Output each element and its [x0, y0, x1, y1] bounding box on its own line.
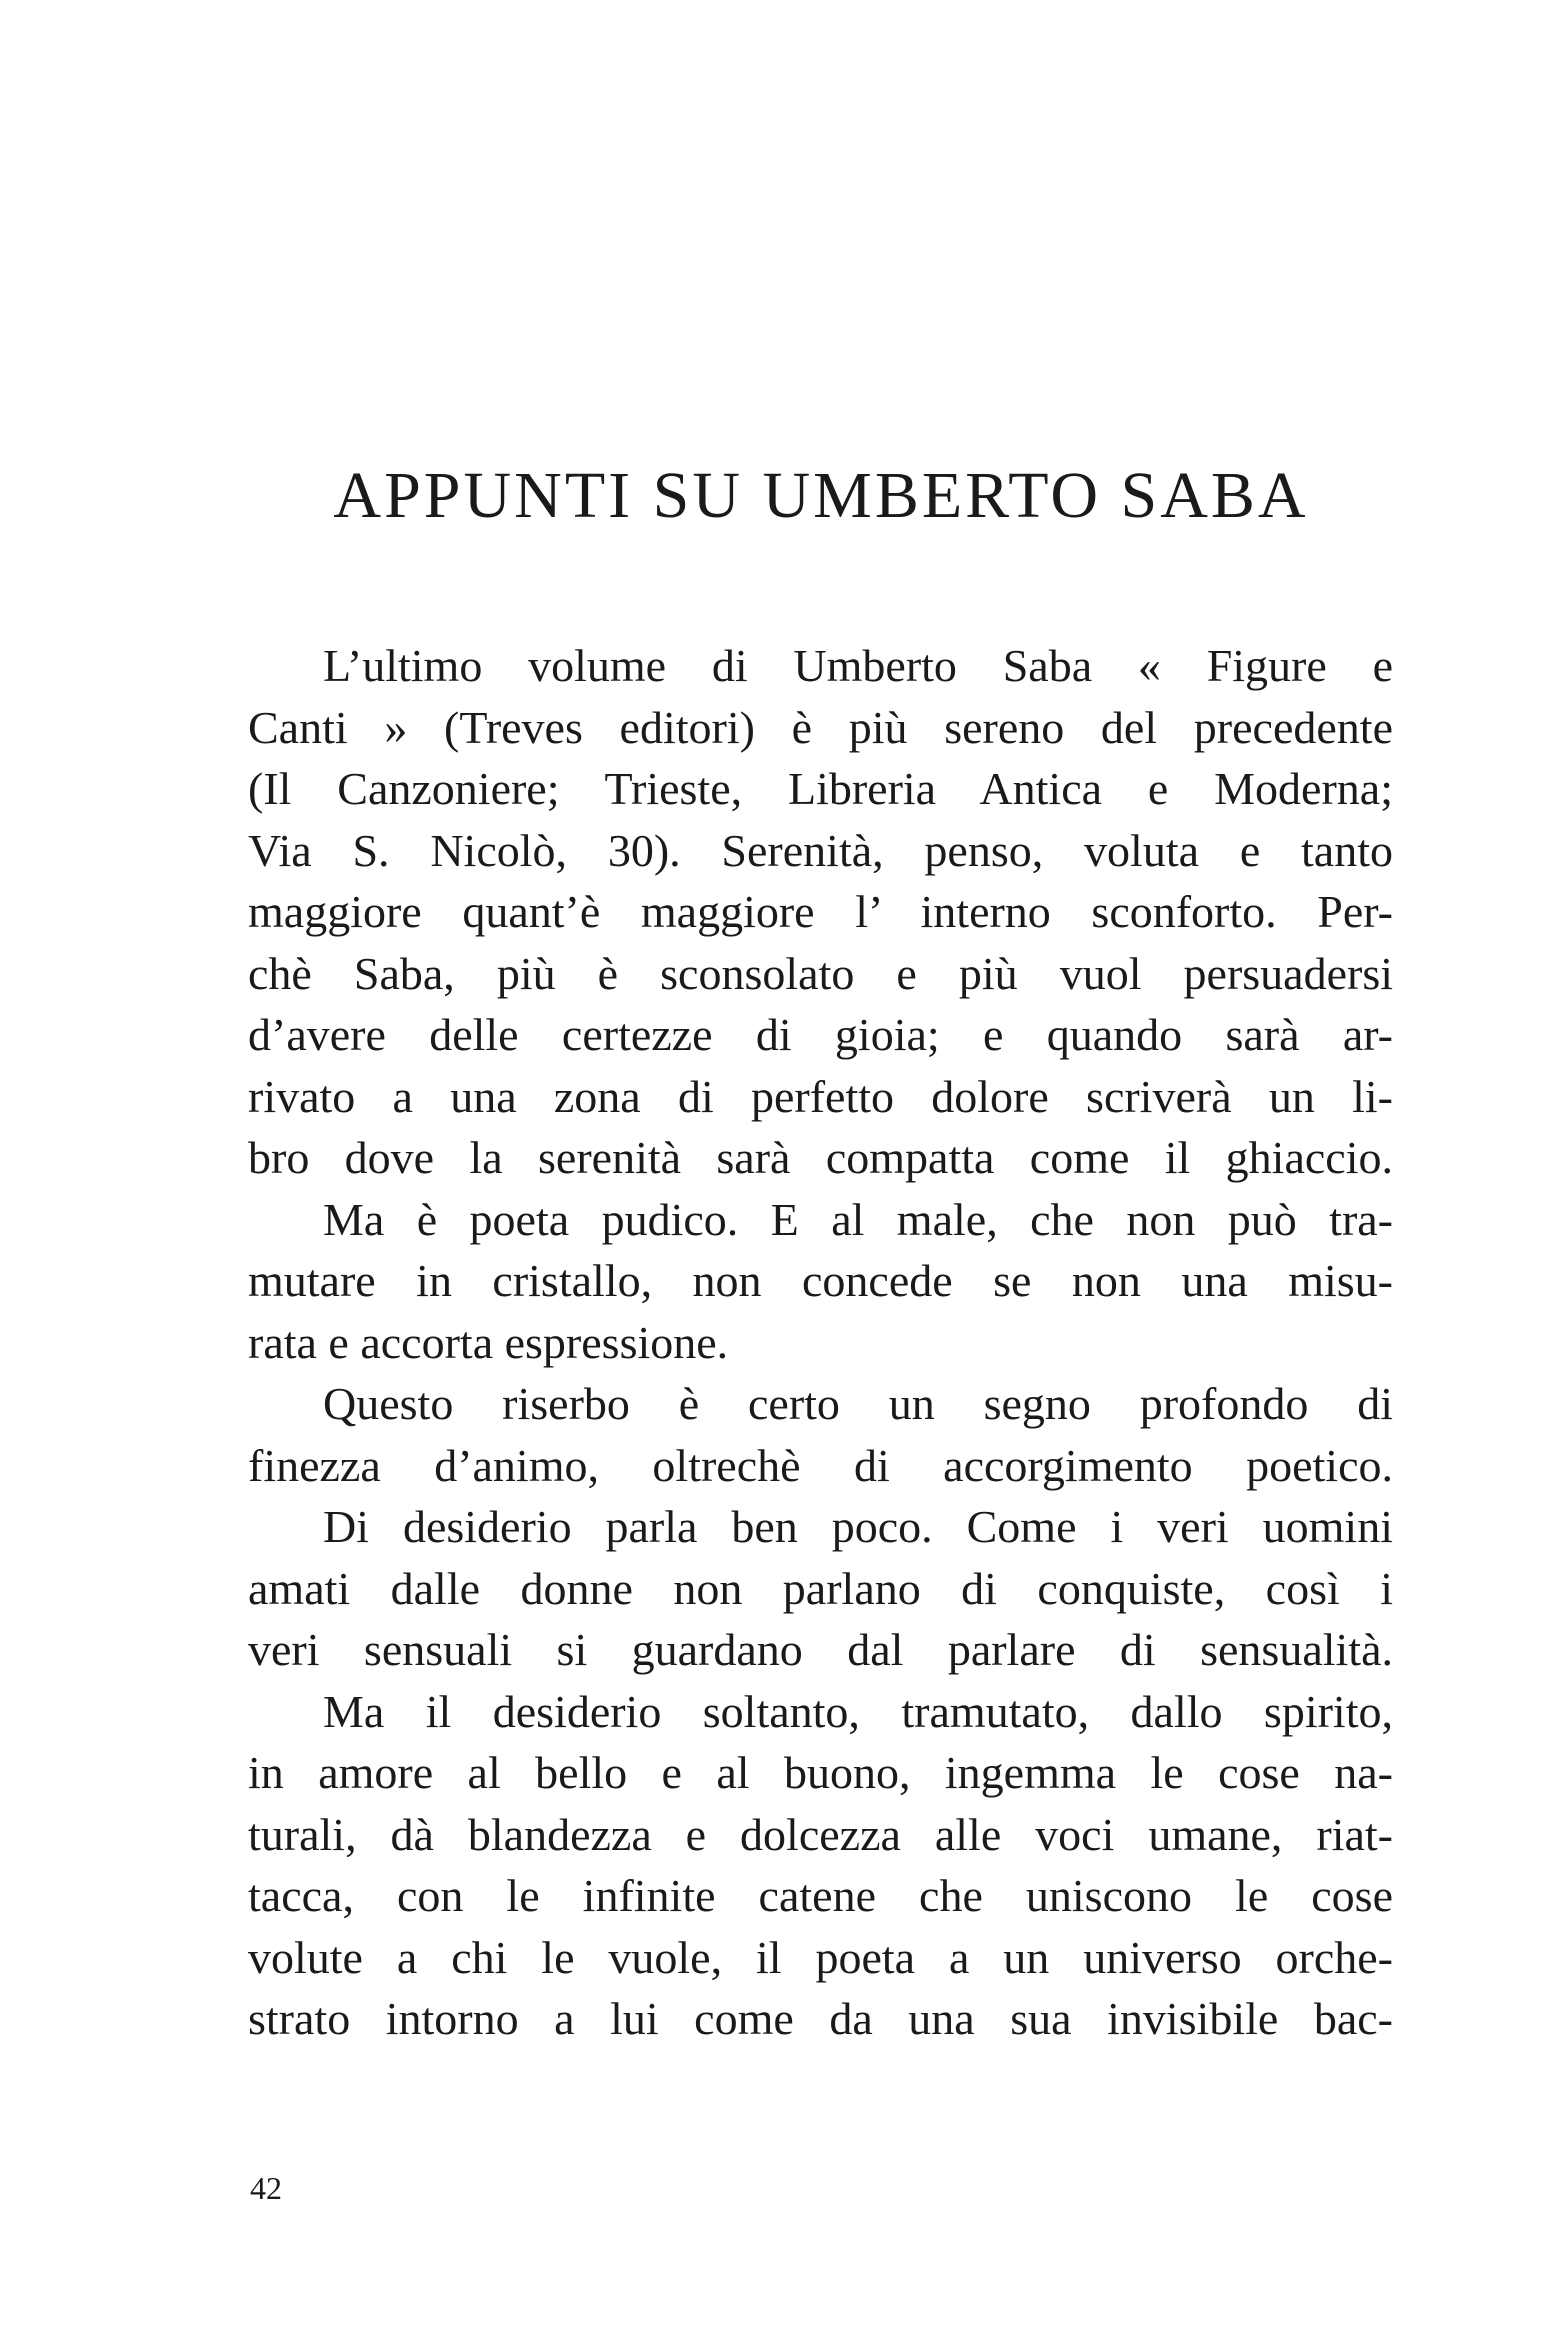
text-line: turali, dà blandezza e dolcezza alle voci umane, riat-	[248, 1808, 1393, 1860]
text-line: strato intorno a lui come da una sua invisibile bac-	[248, 1993, 1393, 2044]
text-line: finezza d’animo, oltrechè di accorgimento poetico.	[248, 1439, 1393, 1491]
text-line: tacca, con le infinite catene che uniscono le cose	[248, 1870, 1393, 1921]
text-line: Via S. Nicolò, 30). Serenità, penso, voluta e tanto	[248, 824, 1393, 876]
text-line: volute a chi le vuole, il poeta a un universo orche-	[248, 1931, 1393, 1983]
text-line: Ma il desiderio soltanto, tramutato, dallo spirito,	[323, 1685, 1393, 1737]
chapter-title: APPUNTI SU UMBERTO SABA	[333, 459, 1309, 532]
body-text	[248, 635, 1393, 2050]
text-line: rivato a una zona di perfetto dolore scriverà un li-	[248, 1070, 1393, 1122]
text-line: in amore al bello e al buono, ingemma le cose na-	[248, 1747, 1393, 1798]
text-line: Di desiderio parla ben poco. Come i veri uomini	[323, 1501, 1393, 1552]
text-line: rata e accorta espressione.	[248, 1316, 729, 1368]
text-line: L’ultimo volume di Umberto Saba « Figure e	[323, 640, 1393, 691]
text-line: Questo riserbo è certo un segno profondo di	[323, 1378, 1393, 1429]
text-line: mutare in cristallo, non concede se non una misu-	[248, 1255, 1393, 1306]
text-line: bro dove la serenità sarà compatta come il ghiaccio.	[248, 1132, 1393, 1183]
page-number: 42	[250, 2170, 282, 2206]
text-line: (Il Canzoniere; Trieste, Libreria Antica e Moderna;	[248, 763, 1393, 814]
text-line: Ma è poeta pudico. E al male, che non può tra-	[323, 1193, 1393, 1245]
text-line: veri sensuali si guardano dal parlare di sensualità.	[248, 1624, 1393, 1675]
text-line: amati dalle donne non parlano di conquiste, così i	[248, 1562, 1393, 1614]
text-line: maggiore quant’è maggiore l’ interno sconforto. Per-	[248, 886, 1393, 937]
text-line: d’avere delle certezze di gioia; e quando sarà ar-	[248, 1009, 1393, 1060]
text-line: chè Saba, più è sconsolato e più vuol persuadersi	[248, 947, 1393, 999]
text-line: Canti » (Treves editori) è più sereno del precedente	[248, 701, 1393, 753]
